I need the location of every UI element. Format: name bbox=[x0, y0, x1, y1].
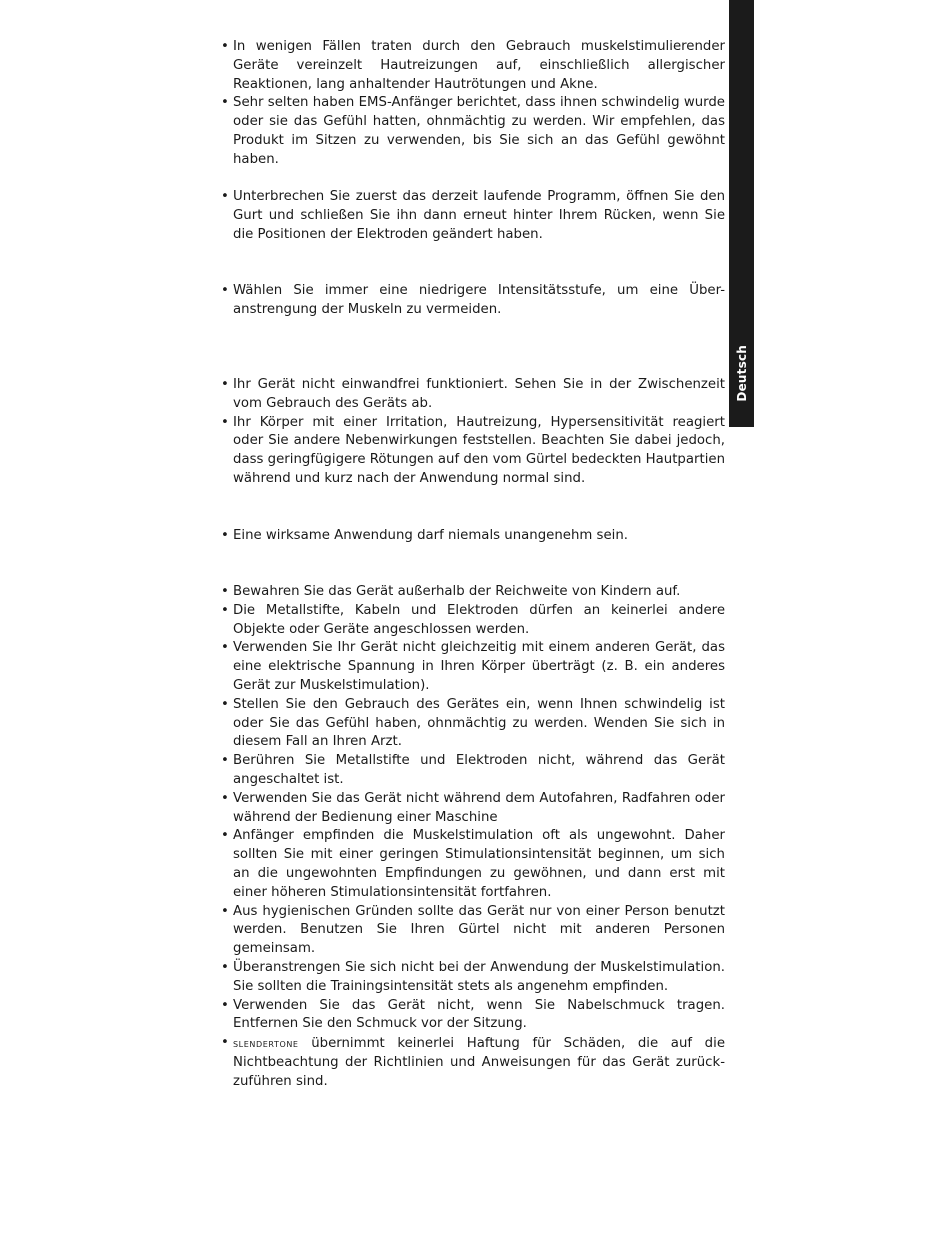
list-item: • Stellen Sie den Gebrauch des Gerätes ein, wenn Ihnen schwindelig ist oder Sie das Gefühl haben, ohnmächtig zu werden. Wenden Sie sich in diesem Fall an Ihren Arzt. bbox=[221, 696, 725, 752]
language-side-tab bbox=[729, 0, 754, 427]
list-item: • Verwenden Sie Ihr Gerät nicht gleichzeitig mit einem anderen Gerät, das eine elektrische Spannung in Ihren Körper überträgt (z. B. ein anderes Gerät zur Muskelstimulation). bbox=[221, 639, 725, 695]
intensity-notes bbox=[221, 282, 725, 320]
list-item: • Eine wirksame Anwendung darf niemals unangenehm sein. bbox=[221, 527, 725, 546]
list-item: • Berühren Sie Metallstifte und Elektroden nicht, während das Gerät angeschaltet ist. bbox=[221, 752, 725, 790]
electrode-position-notes bbox=[221, 188, 725, 244]
liability-disclaimer bbox=[221, 1034, 725, 1091]
list-item: • Sehr selten haben EMS-Anfänger berichtet, dass ihnen schwindelig wurde oder sie das Gefühl hatten, ohnmächtig zu werden. Wir empfehlen, das Produkt im Sitzen zu verwenden, bis Sie sich an das Gefühl gewöhnt haben. bbox=[221, 94, 725, 169]
list-item: • Aus hygienischen Gründen sollte das Gerät nur von einer Person benutzt werden. Benutzen Sie Ihren Gürtel nicht mit anderen Personen gemeinsam. bbox=[221, 903, 725, 959]
skin-reaction-notes bbox=[221, 38, 725, 170]
list-item: • Bewahren Sie das Gerät außerhalb der Reichweite von Kindern auf. bbox=[221, 583, 725, 602]
comfort-note bbox=[221, 527, 725, 546]
list-item: • In wenigen Fällen traten durch den Gebrauch muskelstimulierender Geräte vereinzelt Hautreizungen auf, einschließlich allergischer Reaktionen, lang anhaltender Hautrötungen und Akne. bbox=[221, 38, 725, 94]
list-item: • Unterbrechen Sie zuerst das derzeit laufende Programm, öffnen Sie den Gurt und schließen Sie ihn dann erneut hinter Ihrem Rücken, wenn Sie die Positionen der Elektroden geändert haben. bbox=[221, 188, 725, 244]
language-tab-label: Deutsch bbox=[734, 345, 749, 402]
stop-usage-conditions bbox=[221, 376, 725, 489]
liability-text: übernimmt keinerlei Haftung für Schäden, die auf die Nichtbeachtung der Richtlinien und Anweisungen für das Gerät zurück-zuführen sind. bbox=[233, 1036, 725, 1089]
brand-name: slendertone bbox=[233, 1036, 299, 1051]
list-item: • Wählen Sie immer eine niedrigere Intensitätsstufe, um eine Über-anstrengung der Muskeln zu vermeiden. bbox=[221, 282, 725, 320]
list-item: • Ihr Körper mit einer Irritation, Hautreizung, Hypersensitivität reagiert oder Sie andere Nebenwirkungen feststellen. Beachten Sie dabei jedoch, dass geringfügigere Rötungen auf den vom Gürtel bedeckten Hautpartien während und kurz nach der Anwendung normal sind. bbox=[221, 414, 725, 489]
list-item: • Verwenden Sie das Gerät nicht während dem Autofahren, Radfahren oder während der Bedienung einer Maschine bbox=[221, 790, 725, 828]
list-item: • Ihr Gerät nicht einwandfrei funktioniert. Sehen Sie in der Zwischenzeit vom Gebrauch des Geräts ab. bbox=[221, 376, 725, 414]
list-item: • Anfänger empfinden die Muskelstimulation oft als ungewohnt. Daher sollten Sie mit einer geringen Stimulationsintensität beginnen, um sich an die ungewohnten Empfindungen zu gewöhnen, und dann erst mit einer höheren Stimulationsintensität fortfahren. bbox=[221, 827, 725, 902]
list-item: • Überanstrengen Sie sich nicht bei der Anwendung der Muskelstimulation. Sie sollten die Trainingsintensität stets als angenehm empfinden. bbox=[221, 959, 725, 997]
list-item: • Die Metallstifte, Kabeln und Elektroden dürfen an keinerlei andere Objekte oder Geräte angeschlossen werden. bbox=[221, 602, 725, 640]
list-item: • Verwenden Sie das Gerät nicht, wenn Sie Nabelschmuck tragen. Entfernen Sie den Schmuck vor der Sitzung. bbox=[221, 997, 725, 1035]
safety-instructions bbox=[221, 583, 725, 1092]
